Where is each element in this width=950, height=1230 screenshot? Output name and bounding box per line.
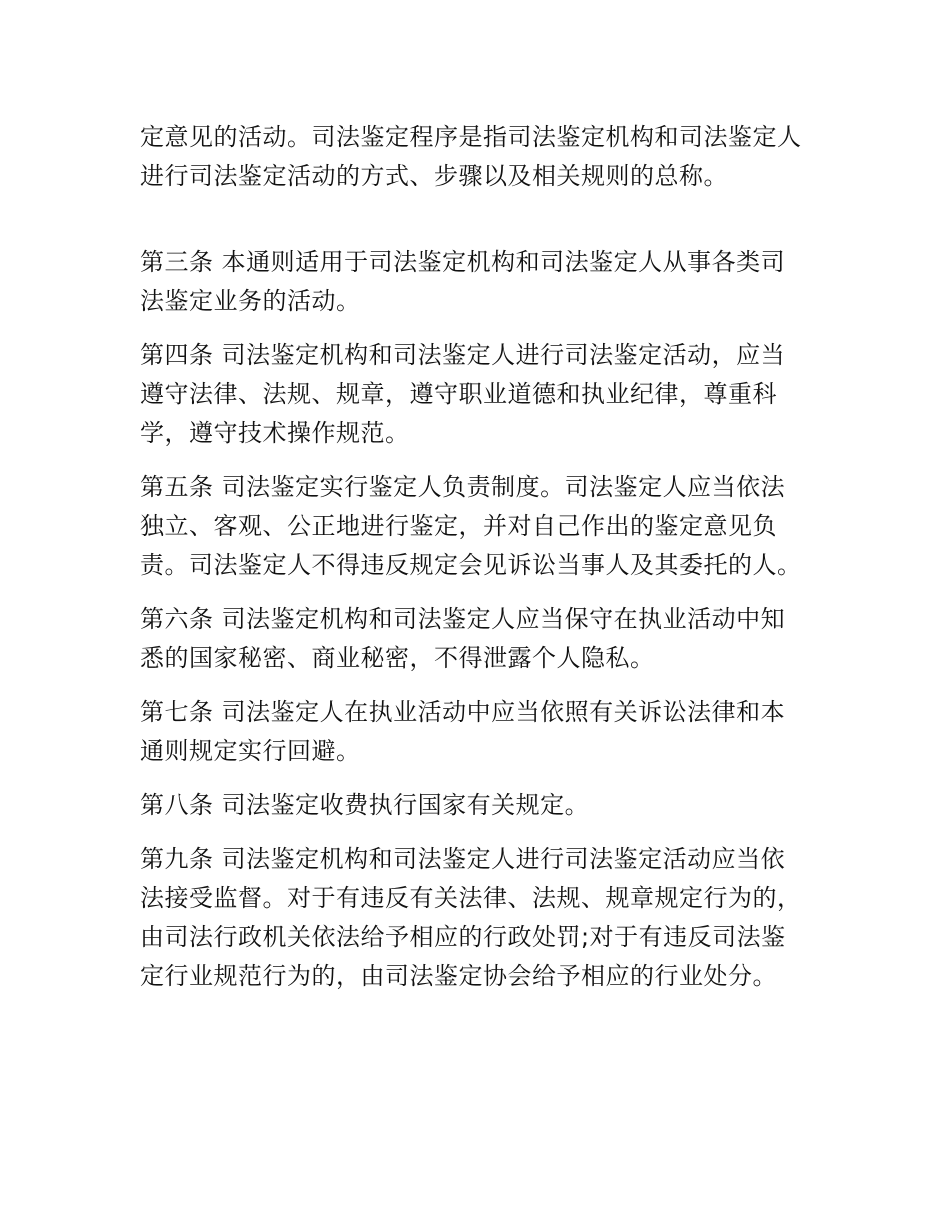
article-8: 第八条 司法鉴定收费执行国家有关规定。 bbox=[140, 791, 590, 819]
article-5: 第五条 司法鉴定实行鉴定人负责制度。司法鉴定人应当依法独立、客观、公正地进行鉴定，并对自己作出的鉴定意见负责。司法鉴定人不得违反规定会见诉讼当事人及其委托的人。 bbox=[140, 473, 802, 579]
article-4: 第四条 司法鉴定机构和司法鉴定人进行司法鉴定活动，应当遵守法律、法规、规章，遵守职业道德和执业纪律，尊重科学，遵守技术操作规范。 bbox=[140, 341, 786, 447]
article-7: 第七条 司法鉴定人在执业活动中应当依照有关诉讼法律和本通则规定实行回避。 bbox=[140, 698, 786, 765]
paragraph-continuation: 定意见的活动。司法鉴定程序是指司法鉴定机构和司法鉴定人进行司法鉴定活动的方式、步骤以及相关规则的总称。 bbox=[140, 123, 802, 190]
article-9: 第九条 司法鉴定机构和司法鉴定人进行司法鉴定活动应当依法接受监督。对于有违反有关法律、法规、规章规定行为的，由司法行政机关依法给予相应的行政处罚;对于有违反司法鉴定行业规范行为的，由司法鉴定协会给予相应的行业处分。 bbox=[140, 845, 802, 990]
article-6: 第六条 司法鉴定机构和司法鉴定人应当保守在执业活动中知悉的国家秘密、商业秘密，不得泄露个人隐私。 bbox=[140, 605, 786, 672]
document-page bbox=[140, 118, 808, 996]
article-3: 第三条 本通则适用于司法鉴定机构和司法鉴定人从事各类司法鉴定业务的活动。 bbox=[140, 248, 786, 315]
